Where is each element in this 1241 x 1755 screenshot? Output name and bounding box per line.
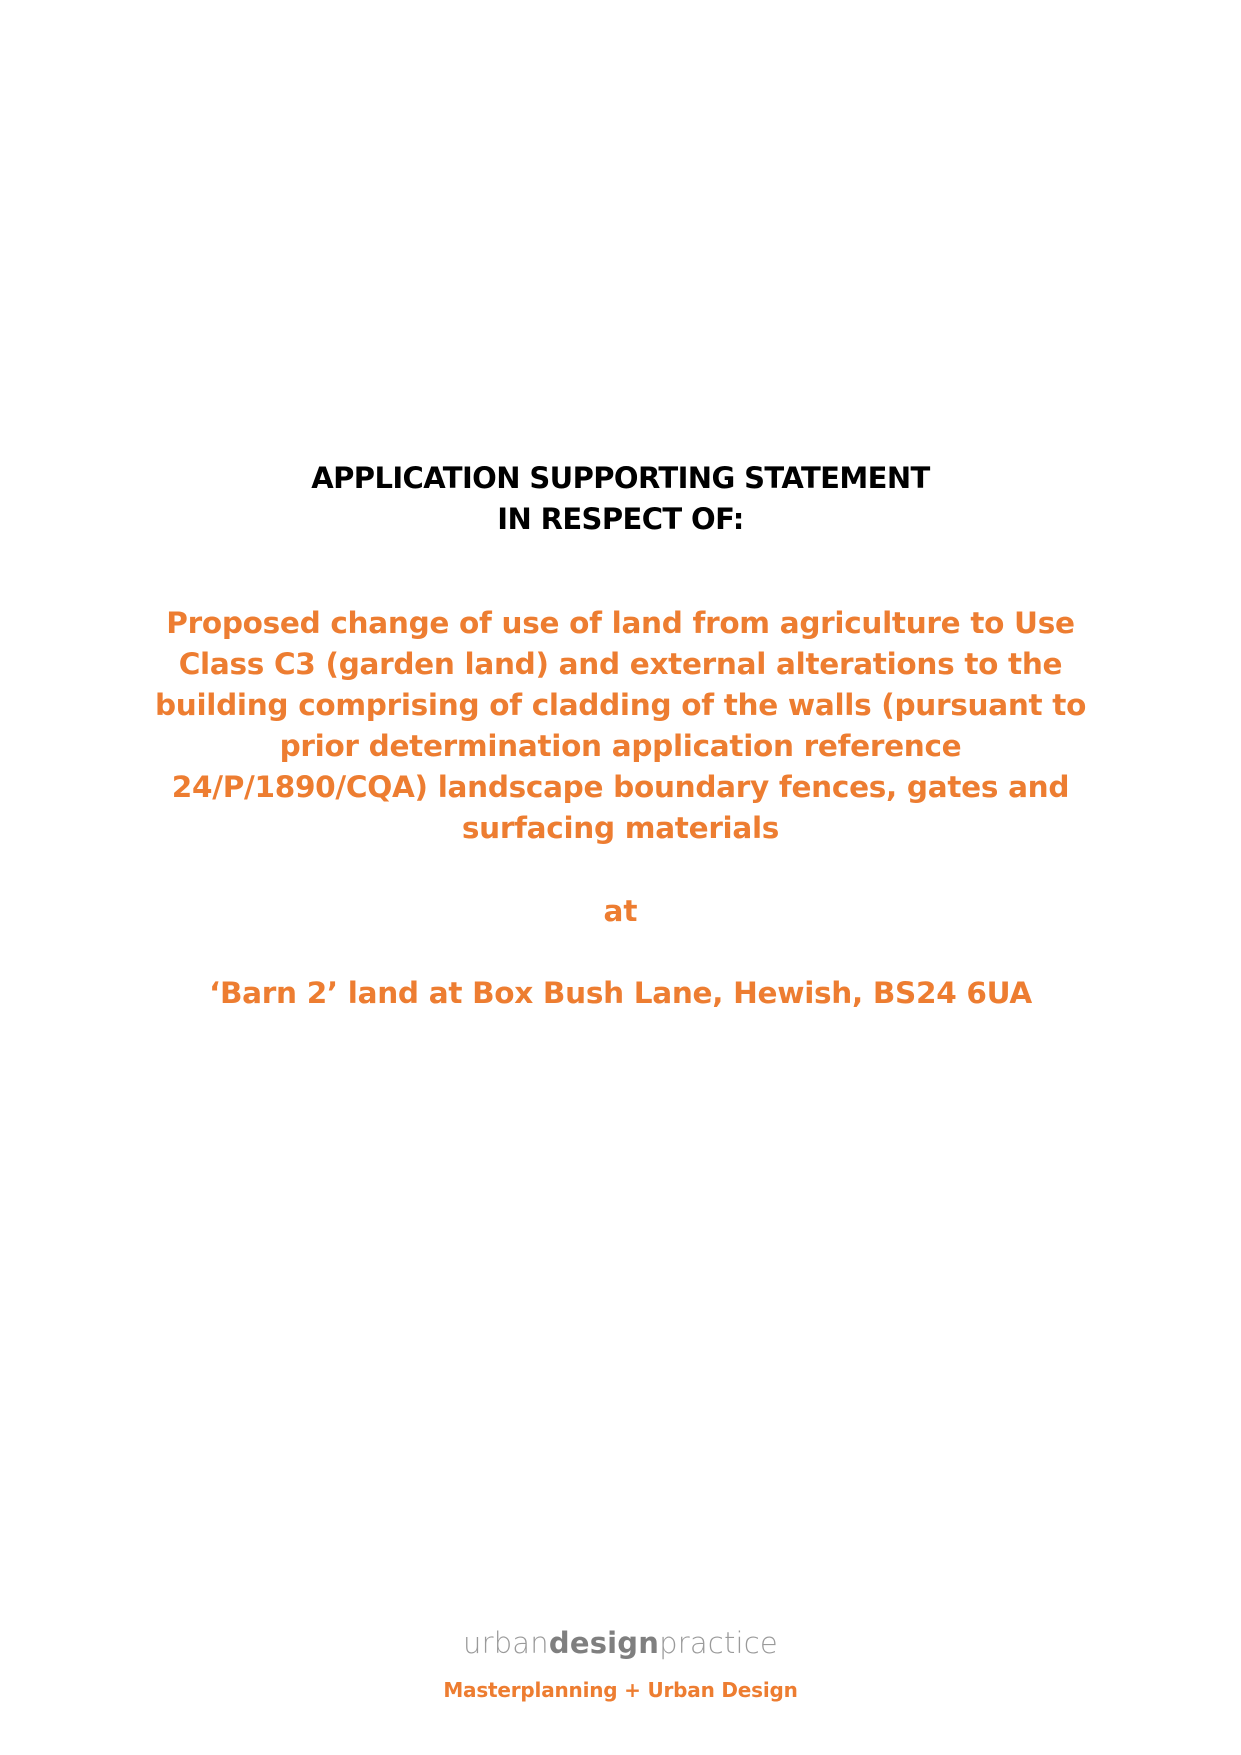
site-address: ‘Barn 2’ land at Box Bush Lane, Hewish, BS24 6UA bbox=[209, 976, 1032, 1010]
logo-part-design: design bbox=[548, 1626, 660, 1660]
at-connector: at bbox=[603, 894, 638, 928]
heading-line-1: APPLICATION SUPPORTING STATEMENT bbox=[311, 461, 930, 495]
company-tagline: Masterplanning + Urban Design bbox=[443, 1678, 798, 1702]
logo-part-practice: practice bbox=[659, 1626, 778, 1660]
proposal-description bbox=[150, 603, 1091, 849]
company-logo bbox=[0, 1625, 1241, 1661]
logo-part-urban: urban bbox=[463, 1626, 549, 1660]
proposal-line: surfacing materials bbox=[461, 811, 780, 845]
proposal-line: Proposed change of use of land from agriculture to Use bbox=[166, 606, 1075, 640]
proposal-line: Class C3 (garden land) and external alterations to the bbox=[178, 647, 1063, 681]
proposal-line: 24/P/1890/CQA) landscape boundary fences, gates and bbox=[171, 770, 1070, 804]
proposal-line: building comprising of cladding of the walls (pursuant to bbox=[154, 688, 1087, 722]
heading-line-2: IN RESPECT OF: bbox=[497, 502, 744, 536]
statement-heading bbox=[0, 458, 1241, 540]
proposal-line: prior determination application reference bbox=[279, 729, 962, 763]
